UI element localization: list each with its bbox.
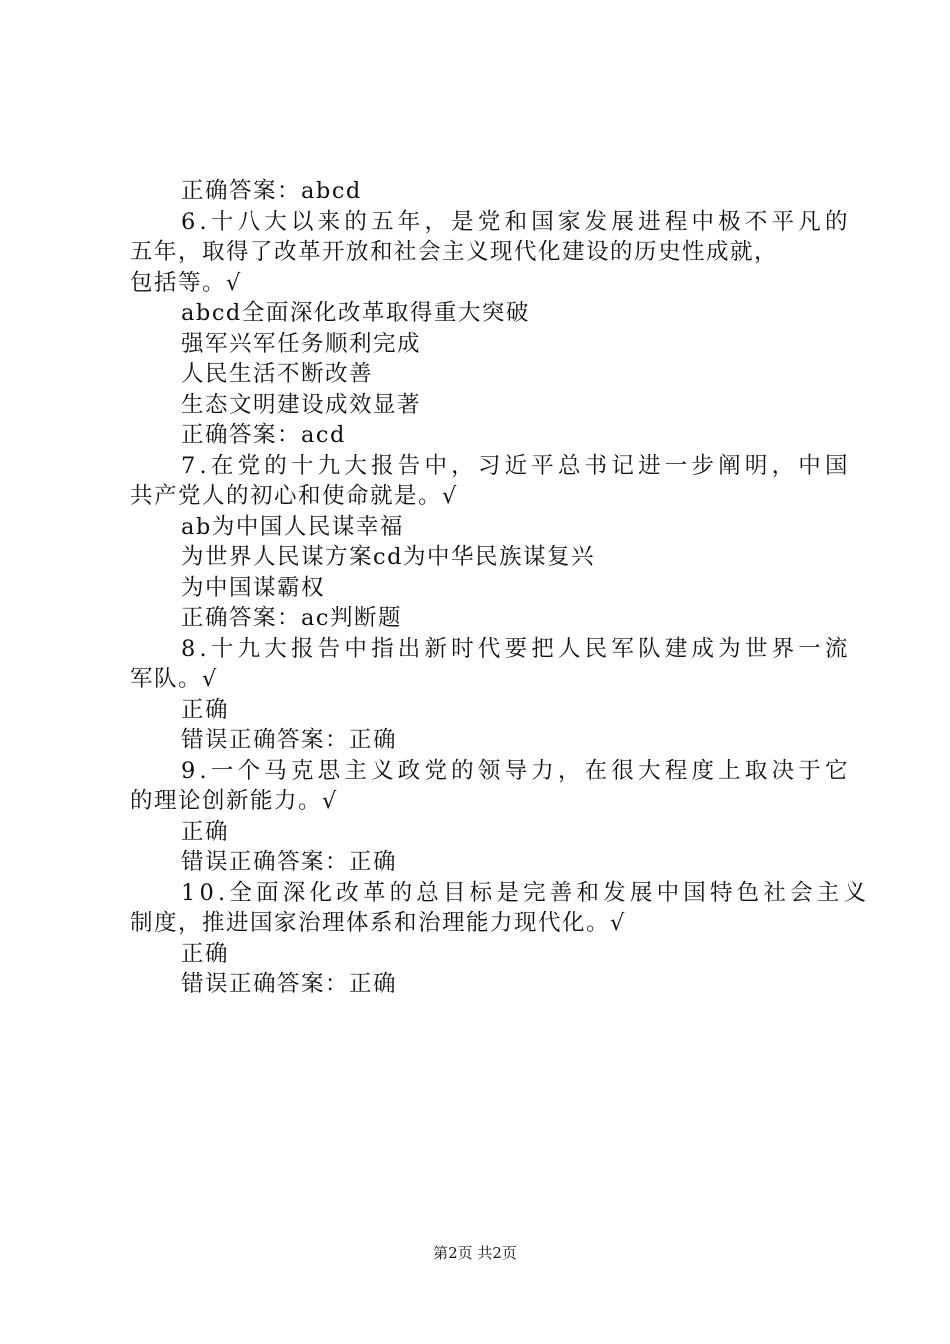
option-line: 正确 [181, 940, 230, 967]
document-body [130, 176, 871, 1000]
answer-line: 正确答案：abcd [181, 178, 362, 204]
question-7-line-1: 7.在党的十九大报告中，习近平总书记进一步阐明，中国 [181, 452, 852, 479]
option-line: 正确 [181, 818, 230, 845]
option-line: 人民生活不断改善 [181, 361, 374, 387]
question-8-line-1: 8.十九大报告中指出新时代要把人民军队建成为世界一流 [181, 635, 852, 662]
option-line: 正确 [181, 696, 230, 723]
option-line: 为世界人民谋方案cd为中华民族谋复兴 [181, 544, 596, 570]
page-footer: 第2页 共2页 [433, 1244, 517, 1262]
question-6-line-2: 五年，取得了改革开放和社会主义现代化建设的历史性成就， [130, 239, 779, 265]
option-line: ab为中国人民谋幸福 [181, 513, 404, 540]
answer-line: 错误正确答案：正确 [181, 849, 398, 875]
question-9-line-2: 的理论创新能力。√ [130, 788, 338, 814]
question-6-line-1: 6.十八大以来的五年，是党和国家发展进程中极不平凡的 [181, 208, 852, 235]
question-10-line-2: 制度，推进国家治理体系和治理能力现代化。√ [130, 910, 626, 936]
question-10-line-1: 10.全面深化改革的总目标是完善和发展中国特色社会主义 [181, 879, 871, 906]
option-line: 为中国谋霸权 [181, 574, 326, 601]
answer-line: 正确答案：ac判断题 [181, 605, 403, 631]
question-8-line-2: 军队。√ [130, 666, 218, 692]
answer-line: 正确答案：acd [181, 422, 346, 448]
question-6-line-3: 包括等。√ [130, 269, 242, 296]
question-7-line-2: 共产党人的初心和使命就是。√ [130, 483, 458, 509]
option-line: 生态文明建设成效显著 [181, 391, 422, 418]
answer-line: 错误正确答案：正确 [181, 727, 398, 753]
option-line: 强军兴军任务顺利完成 [181, 330, 422, 357]
question-9-line-1: 9.一个马克思主义政党的领导力，在很大程度上取决于它 [181, 757, 852, 784]
answer-line: 错误正确答案：正确 [181, 971, 398, 997]
option-line: abcd全面深化改革取得重大突破 [181, 300, 530, 326]
